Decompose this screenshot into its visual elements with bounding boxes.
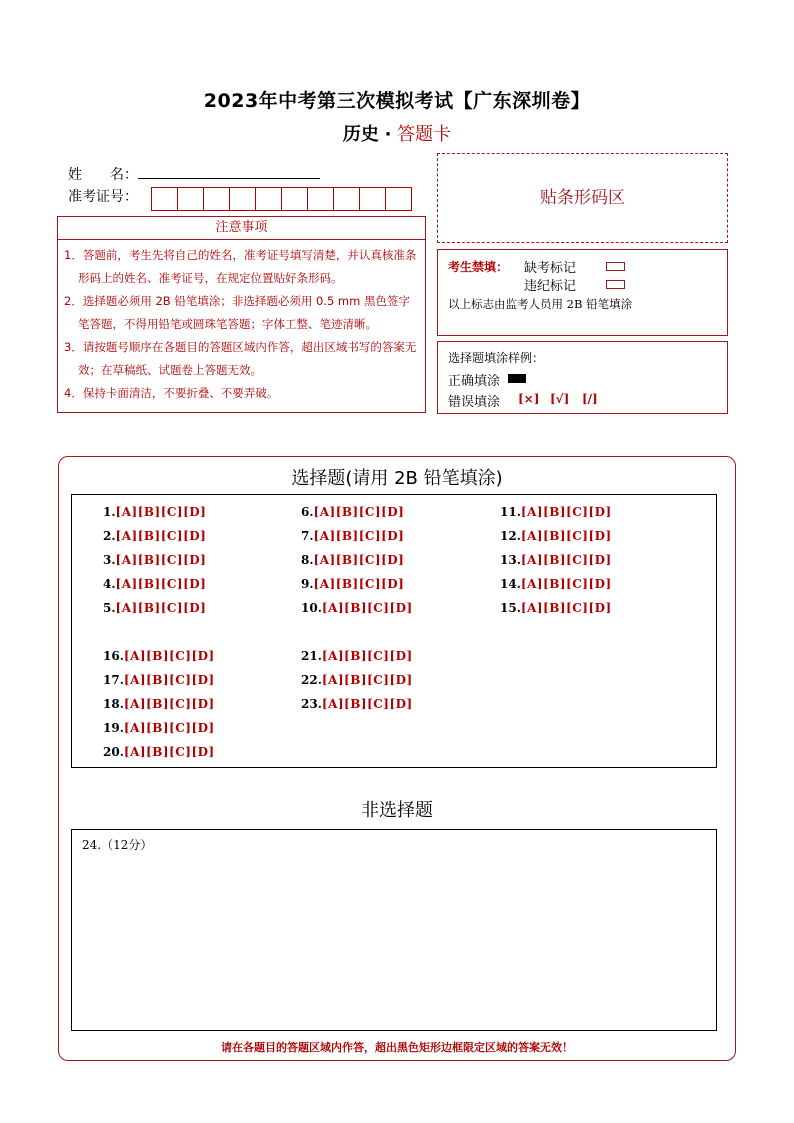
card-label: 答题卡 <box>397 124 452 145</box>
mc-section-title: 选择题(请用 2B 铅笔填涂) <box>291 468 503 489</box>
notice-item: 3．请按题号顺序在各题目的答题区域内作答，超出区域书写的答案无效；在草稿纸、试题卷上答题无效。 <box>64 340 417 377</box>
id-label: 准考证号： <box>68 189 138 205</box>
choice-options[interactable]: [A][B][C][D] <box>123 721 215 735</box>
barcode-area: 贴条形码区 <box>437 153 728 243</box>
question-row[interactable] <box>301 553 404 567</box>
question-number: 12. <box>500 529 521 543</box>
question-number: 7. <box>301 529 314 543</box>
choice-options[interactable]: [A][B][C][D] <box>321 673 413 687</box>
question-number: 14. <box>500 577 521 591</box>
banned-fill-box <box>437 249 728 336</box>
question-row[interactable] <box>301 673 413 687</box>
violation-mark-box[interactable] <box>606 280 625 289</box>
question-number: 4. <box>103 577 116 591</box>
choice-options[interactable]: [A][B][C][D] <box>123 649 215 663</box>
choice-options[interactable]: [A][B][C][D] <box>115 505 207 519</box>
multiple-choice-box <box>71 494 717 768</box>
question-number: 17. <box>103 673 124 687</box>
notice-heading: 注意事项 <box>58 217 425 240</box>
question-row[interactable] <box>301 601 413 615</box>
id-digit-box[interactable] <box>177 187 204 211</box>
notice-item: 4．保持卡面清洁，不要折叠、不要弄破。 <box>64 386 279 400</box>
choice-options[interactable]: [A][B][C][D] <box>321 601 413 615</box>
choice-options[interactable]: [A][B][C][D] <box>321 649 413 663</box>
id-digit-box[interactable] <box>203 187 230 211</box>
open-section-title: 非选择题 <box>361 800 433 821</box>
question-row[interactable] <box>301 697 413 711</box>
question-number: 22. <box>301 673 322 687</box>
subject-label: 历史 <box>342 124 379 145</box>
choice-options[interactable]: [A][B][C][D] <box>123 697 215 711</box>
subtitle-dot: · <box>384 124 392 145</box>
id-number-boxes[interactable] <box>151 187 411 211</box>
fill-sample-box <box>437 341 728 414</box>
choice-options[interactable]: [A][B][C][D] <box>520 505 612 519</box>
question-row[interactable] <box>301 529 404 543</box>
choice-options[interactable]: [A][B][C][D] <box>520 553 612 567</box>
question-number: 20. <box>103 745 124 759</box>
correct-fill-label: 正确填涂 <box>448 374 501 389</box>
question-number: 21. <box>301 649 322 663</box>
question-row[interactable] <box>103 697 215 711</box>
question-row[interactable] <box>500 505 612 519</box>
question-number: 19. <box>103 721 124 735</box>
question-number: 23. <box>301 697 322 711</box>
question-row[interactable] <box>103 529 206 543</box>
question-number: 10. <box>301 601 322 615</box>
choice-options[interactable]: [A][B][C][D] <box>115 601 207 615</box>
question-row[interactable] <box>500 601 612 615</box>
question-row[interactable] <box>103 721 215 735</box>
question-row[interactable] <box>103 505 206 519</box>
choice-options[interactable]: [A][B][C][D] <box>321 697 413 711</box>
question-row[interactable] <box>301 577 404 591</box>
wrong-mark-check: [√] <box>550 392 570 406</box>
id-digit-box[interactable] <box>385 187 412 211</box>
question-row[interactable] <box>500 529 612 543</box>
id-digit-box[interactable] <box>307 187 334 211</box>
choice-options[interactable]: [A][B][C][D] <box>520 529 612 543</box>
question-number: 9. <box>301 577 314 591</box>
question-row[interactable] <box>500 577 612 591</box>
wrong-fill-label: 错误填涂 <box>448 395 501 410</box>
id-digit-box[interactable] <box>333 187 360 211</box>
choice-options[interactable]: [A][B][C][D] <box>123 673 215 687</box>
question-number: 13. <box>500 553 521 567</box>
absent-mark-label: 缺考标记 <box>524 261 577 276</box>
question-number: 1. <box>103 505 116 519</box>
question-number: 6. <box>301 505 314 519</box>
question-number: 16. <box>103 649 124 663</box>
choice-options[interactable]: [A][B][C][D] <box>313 505 405 519</box>
id-digit-box[interactable] <box>281 187 308 211</box>
choice-options[interactable]: [A][B][C][D] <box>313 529 405 543</box>
question-number: 5. <box>103 601 116 615</box>
name-field[interactable] <box>138 178 320 179</box>
question-row[interactable] <box>103 745 215 759</box>
footer-warning: 请在各题目的答题区域内作答，超出黑色矩形边框限定区域的答案无效！ <box>221 1041 573 1054</box>
question-number: 11. <box>500 505 521 519</box>
question-number: 8. <box>301 553 314 567</box>
question-row[interactable] <box>103 553 206 567</box>
question-number: 18. <box>103 697 124 711</box>
correct-fill-mark <box>508 374 526 383</box>
choice-options[interactable]: [A][B][C][D] <box>123 745 215 759</box>
banned-label: 考生禁填： <box>448 260 509 274</box>
choice-options[interactable]: [A][B][C][D] <box>115 553 207 567</box>
banned-note: 以上标志由监考人员用 2B 铅笔填涂 <box>448 297 633 311</box>
notice-item: 2．选择题必须用 2B 铅笔填涂；非选择题必须用 0.5 mm 黑色签字笔答题，不得用铅笔或圆珠笔答题；字体工整、笔迹清晰。 <box>64 294 410 331</box>
question-row[interactable] <box>500 553 612 567</box>
violation-mark-label: 违纪标记 <box>524 279 577 294</box>
question-number: 15. <box>500 601 521 615</box>
choice-options[interactable]: [A][B][C][D] <box>115 529 207 543</box>
wrong-mark-cross: [×] <box>518 392 540 406</box>
absent-mark-box[interactable] <box>606 262 625 271</box>
choice-options[interactable]: [A][B][C][D] <box>313 553 405 567</box>
id-digit-box[interactable] <box>151 187 178 211</box>
id-digit-box[interactable] <box>255 187 282 211</box>
question-row[interactable] <box>103 649 215 663</box>
choice-options[interactable]: [A][B][C][D] <box>313 577 405 591</box>
name-label: 姓 名： <box>68 167 138 183</box>
question-row[interactable] <box>301 649 413 663</box>
question-row[interactable] <box>103 673 215 687</box>
q24-label: 24.（12分） <box>82 838 153 852</box>
question-number: 3. <box>103 553 116 567</box>
id-digit-box[interactable] <box>229 187 256 211</box>
notice-box <box>57 216 426 413</box>
q24-answer-box[interactable] <box>71 829 717 1031</box>
id-digit-box[interactable] <box>359 187 386 211</box>
question-number: 2. <box>103 529 116 543</box>
choice-options[interactable]: [A][B][C][D] <box>115 577 207 591</box>
choice-options[interactable]: [A][B][C][D] <box>520 577 612 591</box>
question-row[interactable] <box>103 577 206 591</box>
notice-item: 1．答题前，考生先将自己的姓名，准考证号填写清楚，并认真核准条形码上的姓名、准考证号，在规定位置贴好条形码。 <box>64 248 417 285</box>
answer-card-subtitle <box>0 120 794 146</box>
choice-options[interactable]: [A][B][C][D] <box>520 601 612 615</box>
question-row[interactable] <box>301 505 404 519</box>
question-row[interactable] <box>103 601 206 615</box>
exam-title: 2023年中考第三次模拟考试【广东深圳卷】 <box>203 90 591 112</box>
wrong-mark-slash: [/] <box>582 392 598 406</box>
sample-title: 选择题填涂样例： <box>448 351 545 365</box>
